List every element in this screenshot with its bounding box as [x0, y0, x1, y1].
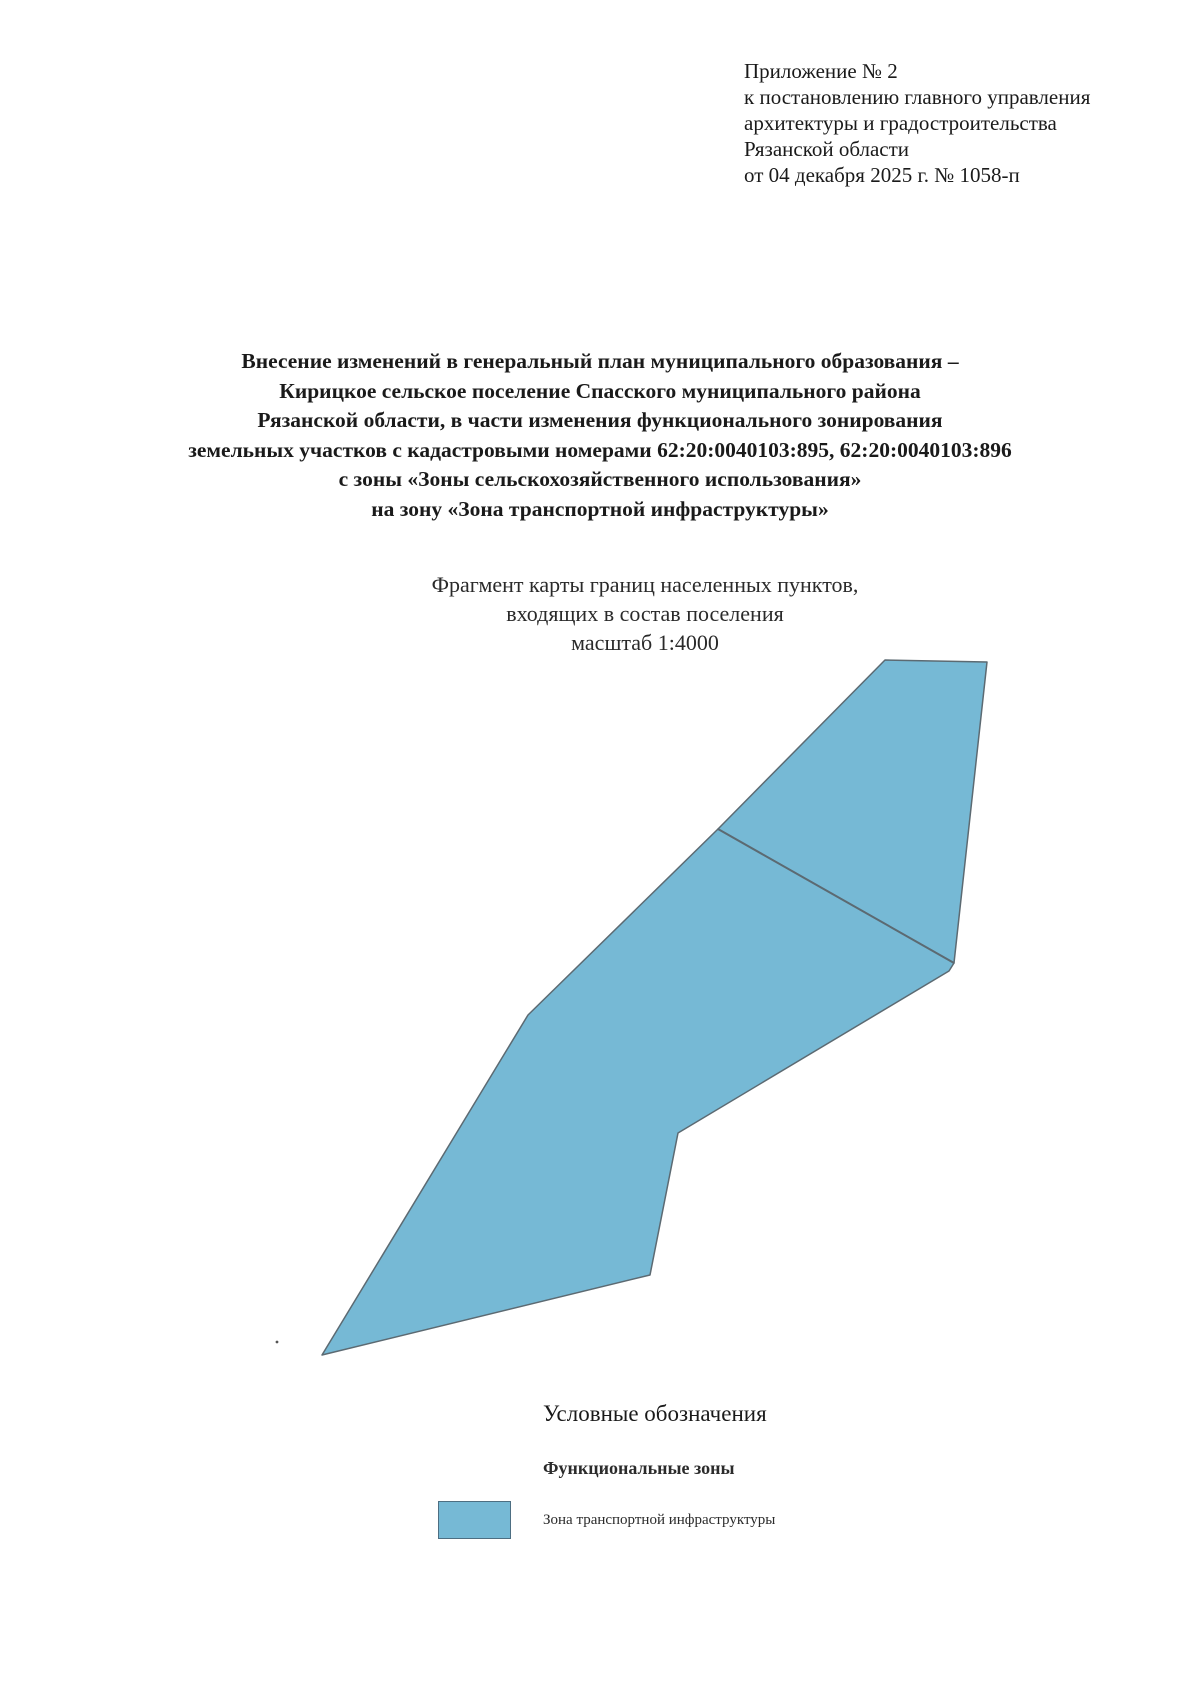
title-line: Кирицкое сельское поселение Спасского муниципального района — [279, 378, 921, 403]
appendix-line: архитектуры и градостроительства — [744, 111, 1057, 135]
legend-title: Условные обозначения — [543, 1401, 767, 1426]
appendix-line: к постановлению главного управления — [744, 85, 1091, 109]
title-line: Внесение изменений в генеральный план муниципального образования – — [241, 349, 959, 373]
title-line: на зону «Зона транспортной инфраструктуры» — [371, 496, 829, 521]
map-speck — [276, 1341, 279, 1344]
legend-subtitle: Функциональные зоны — [543, 1458, 735, 1478]
legend-label-transport-zone: Зона транспортной инфраструктуры — [543, 1512, 776, 1528]
appendix-line: Приложение № 2 — [744, 59, 898, 83]
title-line: Рязанской области, в части изменения функционального зонирования — [257, 408, 943, 432]
legend-swatch-transport-zone — [438, 1501, 511, 1539]
appendix-line: Рязанской области — [744, 137, 910, 161]
appendix-line: от 04 декабря 2025 г. № 1058-п — [744, 163, 1020, 187]
title-line: с зоны «Зоны сельскохозяйственного использования» — [338, 467, 862, 491]
map-caption-line: масштаб 1:4000 — [571, 630, 719, 655]
map-caption-line: входящих в состав поселения — [506, 601, 784, 626]
map-caption-line: Фрагмент карты границ населенных пунктов, — [431, 572, 859, 597]
title-line: земельных участков с кадастровыми номерами 62:20:0040103:895, 62:20:0040103:896 — [188, 437, 1012, 462]
